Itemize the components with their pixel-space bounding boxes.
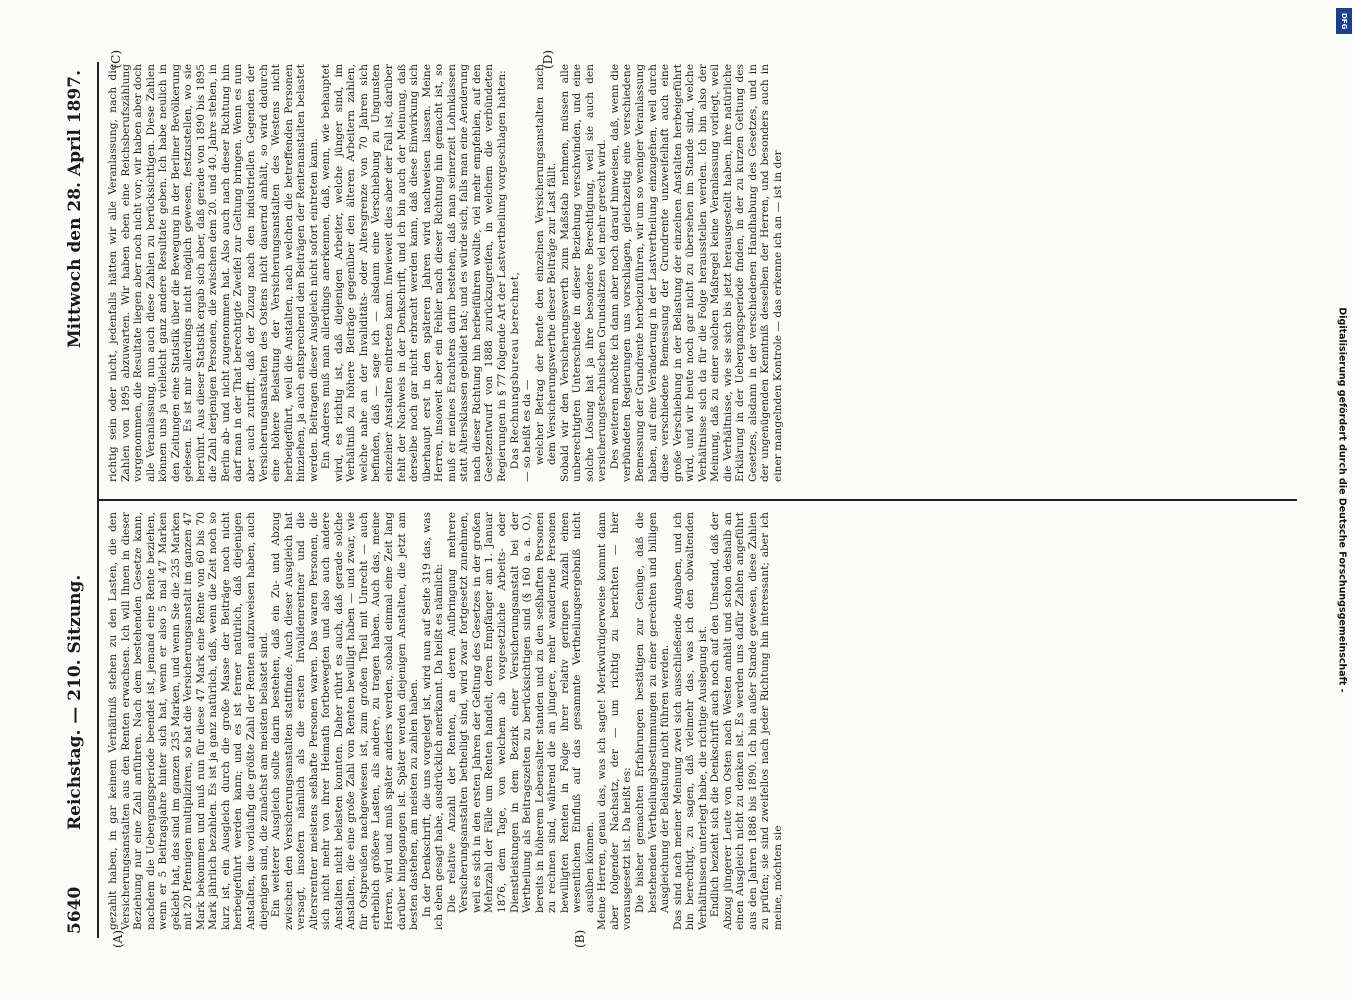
paragraph: Sobald wir den Versicherungswerth zum Maßstab nehmen, müssen alle unberechtigten Unterschiede in dieser Beziehung verschwinden, und eine solche Lösung hat ja ihre besondere Berechtigung, weil sie auch den versicherungstechnischen Grundsätzen viel mehr gerecht wird. (558, 64, 609, 482)
margin-mark-c: (C) (109, 50, 123, 69)
paragraph: gezahlt haben, in gar keinem Verhältniß stehen zu den Lasten, die den Versicherungsanstalten aus den Renten erwachsen. Ich will Ihnen in dieser Beziehung nur eine Zahl anführen. Nach dem bestehenden Gesetze kann, nachdem die Uebergangsperiode beendet ist, jemand eine Rente beziehen, wenn er 5 Beitragsjahre hinter sich hat, wenn er also 5 mal 47 Marken geklebt hat, das sind im ganzen 235 Marken, und wenn Sie die 235 Marken mit 20 Pfennigen multipliziren, so hat die Versicherungsanstalt im ganzen 47 Mark bekommen und muß nun für diese 47 Mark eine Rente von 60 bis 70 Mark jährlich bezahlen. Es ist ja ganz natürlich, daß, wenn die Zeit noch so kurz ist, ein Ausgleich durch die große Masse der Beiträge noch nicht herbeigeführt werden kann; und es ist ferner natürlich, daß diejenigen Anstalten, die vorläufig die größte Zahl der Renten aufzuweisen haben, auch diejenigen sind, die zunächst am meisten belastet sind. (107, 512, 270, 930)
paragraph: richtig sein oder nicht, jedenfalls hätten wir alle Veranlassung, nach die Zahlen von 1895 abzuwarten. Wir haben eben eine Reichsberufszählung vorgenommen, die Resultate liegen aber noch nicht vor; wir haben aber doch alle Veranlassung, nun auch diese Zahlen zu berücksichtigen. Diese Zahlen können uns ja vielleicht ganz andere Resultate geben. Ich habe neulich in den Zeitungen eine Statistik über die Bewegung in der Berliner Bevölkerung gelesen. Es ist mir allerdings nicht möglich gewesen, festzustellen, wo sie herrührt. Aus dieser Statistik ergab sich aber, daß gerade von 1890 bis 1895 die Zahl derjenigen Personen, die zwischen dem 20. und 40. Jahre stehen, in Berlin ab- und nicht zugenommen hat. Also auch nach dieser Richtung hin darf man in der That berechtigte Zweifel zur Geltung bringen. Wenn es nun aber auch zutrifft, daß der Zuzug nach den industriellen Gegenden der Versicherungsanstalten des Ostens nicht dauernd anhält, so wird dadurch eine höhere Belastung der Versicherungsanstalten des Westens nicht herbeigeführt, weil die Anstalten, nach welchen die betreffenden Personen hinziehen, ja auch entsprechend den Beiträgen der Rentenanstalten belastet werden. Beitragen dieser Ausgleich nicht sofort eintreten kann. (107, 64, 320, 482)
header-right-title: Mittwoch den 28. April 1897. (65, 70, 85, 349)
margin-mark-b: (B) (573, 929, 587, 948)
left-column (107, 512, 1301, 930)
digitization-note-text: Digitalisierung gefördert durch die Deutsche Forschungsgemeinschaft - (1336, 307, 1348, 693)
paragraph: Endlich bezieht sich die Denkschrift auch noch auf den Umstand, daß der Abzug jüngerer Leute von Osten nach Westen anhält und schon deshalb an einen Ausgleich nicht zu denken ist. Es werden uns dafür Zahlen angeführt aus den Jahren 1886 bis 1890. Ich bin außer Stande gewesen, diese Zahlen zu prüfen; sie sind zweifellos nach jeder Richtung hin interessant; aber ich meine, möchten sie (709, 512, 784, 930)
margin-mark-d: (D) (541, 50, 555, 69)
column-divider (99, 499, 1297, 501)
quote-paragraph: Die relative Anzahl der Renten, an deren Aufbringung mehrere Versicherungsanstalten betheiligt sind, wird zwar fortgesetzt zunehmen, weil es sich in den ersten Jahren der Geltung des Gesetzes in der großen Mehrzahl der Fälle um Renten handelt, deren Empfänger am 1. Januar 1876, dem Tage, von welchem ab vorgesetzliche Arbeits- oder Dienstleistungen in dem Bezirk einer Versicherungsanstalt bei der Vertheilung als Beitragszeiten zu berücksichtigen sind (§ 160 a. a. O.), bereits in höherem Lebensalter standen und zu den seßhaften Personen zu rechnen sind, während die an jüngere, mehr wandernde Personen bewilligten Renten in Folge ihrer relativ geringen Anzahl einen wesentlichen Einfluß auf das gesammte Vertheilungsergebniß nicht ausüben können. (445, 512, 596, 914)
right-column (107, 64, 1301, 482)
quote-paragraph: welcher Betrag der Rente den einzelnen Versicherungsanstalten nach dem Versicherungswerthe dieser Beiträge zur Last fällt. (533, 64, 559, 466)
dfg-logo: DFG (1336, 8, 1352, 34)
page-number: 5640 (65, 886, 85, 934)
margin-mark-a: (A) (111, 929, 125, 948)
paragraph: In der Denkschrift, die uns vorgelegt ist, wird nun auf Seite 319 das, was ich eben gesagt habe, ausdrücklich anerkannt. Da heißt es nämlich: (420, 512, 446, 930)
rotated-newspaper-page (41, 50, 1311, 950)
digitization-note (1332, 8, 1352, 992)
paragraph: Ein weiterer Ausgleich sollte darin bestehen, daß ein Zu- und Abzug zwischen den Versicherungsanstalten stattfinde. Auch dieser Ausgleich hat versagt, insofern nämlich als die ersten Invalidenrentner und die Altersrentner meistens seßhafte Personen waren. Das waren Personen, die sich nicht mehr von ihrer Heimath fortbewegten und also auch andere Anstalten nicht belasten konnten. Daher rührt es auch, daß gerade solche Anstalten, die eine große Zahl von Renten bewilligt haben — und zwar, wie für Ostpreußen nachgewiesen ist, zum großen Theil mit Unrecht — auch erheblich größere Lasten, als andere, zu tragen haben. Auch das, meine Herren, wird und muß später anders werden, sobald einmal eine Zeit lang darüber hingegangen ist. Später werden diejenigen Anstalten, die jetzt am besten dastehen, am meisten zu zahlen haben. (270, 512, 421, 930)
header-left-title: Reichstag. — 210. Sitzung. (65, 574, 85, 830)
paragraph: Das sind nach meiner Meinung zwei sich ausschließende Angaben, und ich bin berechtigt, zu sagen, daß vielmehr das, was ich den obwaltenden Verhältnissen unterlegt habe, die richtige Auslegung ist. (671, 512, 709, 930)
paragraph: — so heißt es da — (521, 379, 534, 482)
paragraph: Das Rechnungsbureau berechnet, (508, 271, 521, 470)
paragraph: Ein Anderes muß man allerdings anerkennen, daß, wenn, wie behauptet wird, es richtig ist, daß diejenigen Arbeiter, welche jünger sind, im Verhältniß zu höhere Beiträge gegenüber den älteren Arbeitern zahlen, welche nahe an der Invaliditäts- oder Altersgrenze von 70 Jahren sich befinden, daß — sage ich — alsdann eine Verschiebung zu Ungunsten einzelner Anstalten eintreten kann. Inwieweit dies aber der Fall ist, darüber fehlt der Nachweis in der Denkschrift, und ich bin auch der Meinung, daß derselbe noch gar nicht erbracht werden kann, daß diese Einwirkung sich überhaupt erst in den späteren Jahren wird nachweisen lassen. Meine Herren, insoweit aber ein Fehler nach dieser Richtung hin gemacht ist, so muß er meines Erachtens darin bestehen, daß man seinerzeit Lohnklassen statt Altersklassen gebildet hat; und es würde sich, falls man eine Aenderung nach dieser Richtung hin herbeiführen wollte, viel mehr empfehlen, auf den Gesetzentwurf von 1888 zurückzugreifen, in welchem die verbündeten Regierungen in § 77 folgende Art der Lastvertheilung vorgeschlagen hatten: (320, 64, 508, 482)
paragraph: Des weiteren möchte ich dann aber noch darauf hinweisen, daß, wenn die verbündeten Regierungen uns vorschlagen, gleichzeitig eine verschiedene Bemessung der Grundrente herbeizuführen, wir um so weniger Veranlassung haben, auf eine Veränderung in der Lastvertheilung einzugehen, weil durch diese verschiedene Bemessung der Grundrente unzweifelhaft auch eine große Verschiebung in der Belastung der einzelnen Anstalten herbeigeführt wird, und wir heute noch gar nicht zu übersehen im Stande sind, welche Verhältnisse sich da für die Folge herausstellen werden. Ich bin also der Meinung, daß zu einer solchen Maßregel keine Veranlassung vorliegt, weil die Verhältnisse, wie sie sich bis jetzt herausgestellt haben, ihre natürliche Erklärung in der Uebergangsperiode finden, in der zu kurzen Geltung des Gesetzes, alsdann in der verschiedenen Handhabung des Gesetzes, und in der ungenügenden Kenntniß desselben der Herren, und besonders auch in einer mangelnden Kontrole — das erkenne ich an — ist in der (608, 64, 784, 482)
paragraph: Meine Herren, genau das, was ich sagte! Merkwürdigerweise kommt dann aber folgender Nachsatz, der — um richtig zu berichten — hier vorausgesetzt ist. Da heißt es: (596, 512, 634, 930)
quote-paragraph: Die bisher gemachten Erfahrungen bestätigen zur Genüge, daß die bestehenden Vertheilungsbestimmungen zu einer gerechten und billigen Ausgleichung der Belastung nicht führen werden. (633, 512, 672, 914)
